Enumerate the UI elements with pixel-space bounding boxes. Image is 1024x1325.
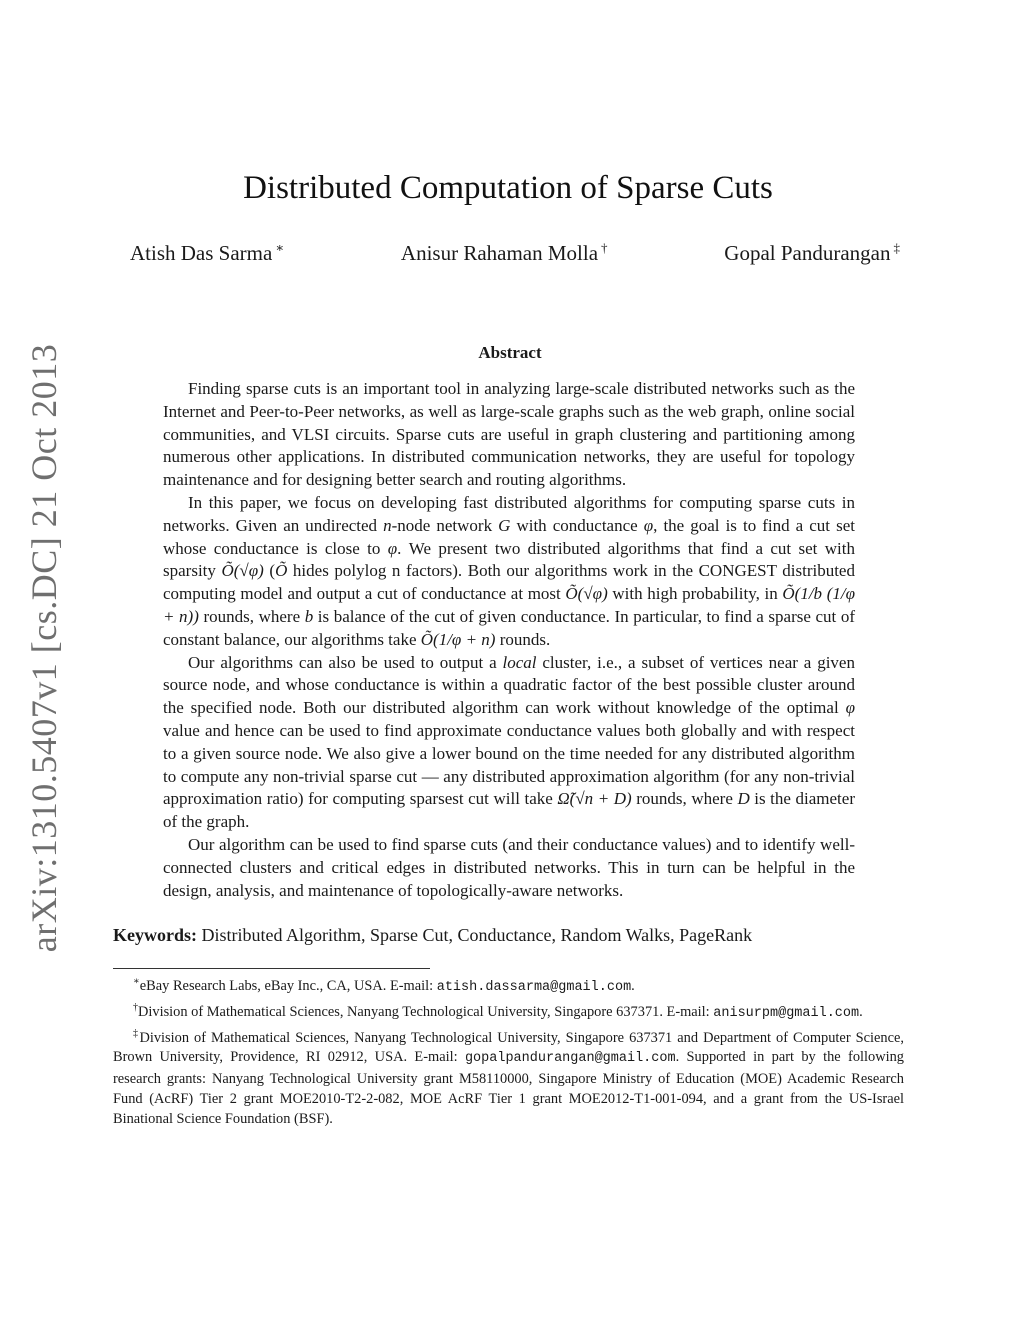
- author-mark: ∗: [275, 240, 285, 255]
- abstract-body: [163, 378, 855, 902]
- author: Anisur Rahaman Molla †: [400, 240, 608, 265]
- footnote: †Division of Mathematical Sciences, Nanyang Technological University, Singapore 637371. E-mail: anisurpm@gmail.com.: [133, 1001, 863, 1021]
- footnote-rule: [113, 968, 430, 969]
- footnotes: [113, 972, 904, 1129]
- footnote: ∗eBay Research Labs, eBay Inc., CA, USA. E-mail: atish.dassarma@gmail.com.: [133, 976, 635, 995]
- abstract-paragraph: Our algorithms can also be used to output a local cluster, i.e., a subset of vertices near a given source node, and whose conductance is within a quadratic factor of the best possible cluster around the specified node. Both our distributed algorithm can work without knowledge of the optimal φ value and hence can be used to find approximate conductance values both globally and with respect to a given source node. We also give a lower bound on the time needed for any distributed algorithm to compute any non-trivial sparse cut — any distributed approximation algorithm (for any non-trivial approximation ratio) for computing sparsest cut will take Ω̃(√n + D) rounds, where D is the diameter of the graph.: [163, 652, 855, 832]
- abstract-paragraph: In this paper, we focus on developing fast distributed algorithms for computing sparse cuts in networks. Given an undirected n-node network G with conductance φ, the goal is to find a cut set whose conductance is close to φ. We present two distributed algorithms that find a cut set with sparsity Õ(√φ) (Õ hides polylog n factors). Both our algorithms work in the CONGEST distributed computing model and output a cut of conductance at most Õ(√φ) with high probability, in Õ(1/b (1/φ + n)) rounds, where b is balance of the cut of given conductance. In particular, to find a sparse cut of constant balance, our algorithms take Õ(1/φ + n) rounds.: [163, 492, 856, 649]
- author: Gopal Pandurangan ‡: [724, 240, 900, 265]
- abstract-paragraph: Our algorithm can be used to find sparse cuts (and their conductance values) and to identify well-connected clusters and critical edges in distributed networks. This in turn can be helpful in the design, analysis, and maintenance of topologically-aware networks.: [163, 834, 855, 900]
- keywords: Keywords: Distributed Algorithm, Sparse Cut, Conductance, Random Walks, PageRank: [113, 925, 753, 945]
- author: Atish Das Sarma ∗: [130, 240, 285, 265]
- email-link[interactable]: gopalpandurangan@gmail.com: [464, 1051, 676, 1067]
- author-mark: ‡: [893, 240, 900, 255]
- author-list: [130, 240, 900, 266]
- paper-title: Distributed Computation of Sparse Cuts: [243, 170, 773, 206]
- email-link[interactable]: anisurpm@gmail.com: [713, 1005, 860, 1021]
- arxiv-side-stamp: arXiv:1310.5407v1 [cs.DC] 21 Oct 2013: [24, 343, 64, 953]
- abstract-paragraph: Finding sparse cuts is an important tool in analyzing large-scale distributed networks such as the Internet and Peer-to-Peer networks, as well as large-scale graphs such as the web graph, online social communities, and VLSI circuits. Sparse cuts are useful in graph clustering and partitioning among numerous other applications. In distributed communication networks, they are useful for topology maintenance and for designing better search and routing algorithms.: [163, 379, 855, 490]
- abstract-heading: Abstract: [478, 343, 542, 362]
- footnote: ‡Division of Mathematical Sciences, Nanyang Technological University, Singapore 637371 and Department of Computer Science, Brown University, Providence, RI 02912, USA. E-mail: gopalpandurangan@gmail.com. Supported in part by the following research grants: Nanyang Technological University grant M58110000, Singapore Ministry of Education (MOE) Academic Research Fund (AcRF) Tier 2 grant MOE2010-T2-2-082, MOE AcRF Tier 1 grant MOE2012-T1-001-094, and a grant from the US-Israel Binational Science Foundation (BSF).: [113, 1027, 904, 1128]
- email-link[interactable]: atish.dassarma@gmail.com: [436, 979, 632, 995]
- author-mark: †: [601, 240, 608, 255]
